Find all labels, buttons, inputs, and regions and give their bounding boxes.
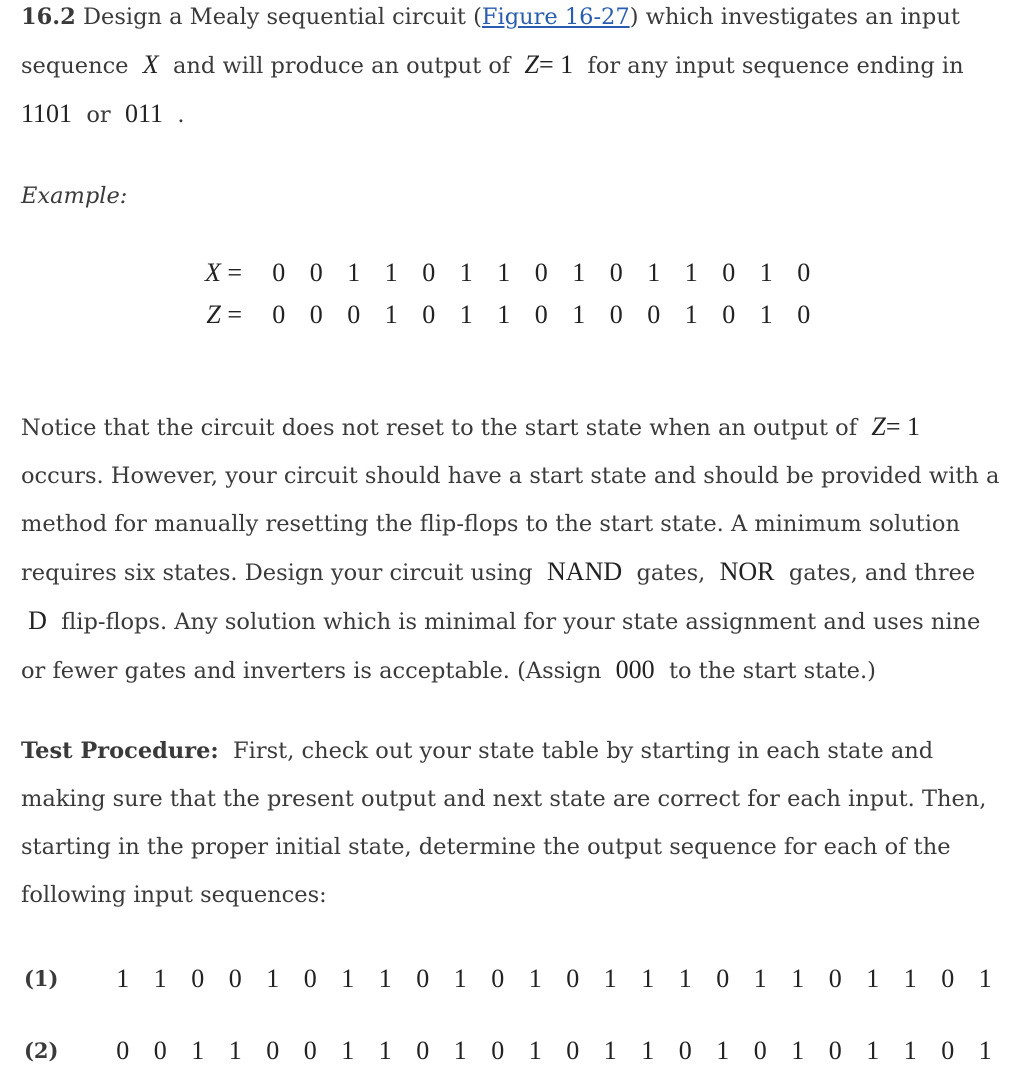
x-row [180, 252, 823, 294]
x-bit: 0 [609, 258, 623, 287]
z-bit: 1 [759, 300, 773, 329]
pattern-011: 011 [124, 99, 164, 128]
notice-text: gates, and three [788, 560, 976, 586]
sequence-bit: 1 [453, 964, 467, 993]
d-term: D [28, 606, 47, 635]
x-bit: 0 [422, 258, 436, 287]
z-bit: 0 [422, 300, 436, 329]
sequence-bit: 1 [716, 1036, 730, 1065]
z-bit: 1 [459, 300, 473, 329]
notice-text: Notice that the circuit does not reset to the start state when an output of [21, 415, 858, 441]
test-sequence-bits [104, 955, 1004, 1003]
var-x: X [142, 50, 159, 79]
test-text: First, check out your state table by starting in each state and [233, 738, 934, 764]
or-word: or [86, 102, 111, 128]
pattern-1101: 1101 [21, 99, 73, 128]
sequence-bit: 0 [828, 964, 842, 993]
x-bit: 0 [534, 258, 548, 287]
sequence-bit: 1 [116, 964, 130, 993]
x-bit: 1 [647, 258, 661, 287]
x-bit: 1 [384, 258, 398, 287]
var-z: Z [871, 412, 886, 441]
notice-text: or fewer gates and inverters is acceptable. (Assign [21, 658, 602, 684]
notice-text: gates, [636, 560, 706, 586]
x-bit: 1 [759, 258, 773, 287]
sequence-bit: 0 [303, 964, 317, 993]
sequence-bit: 0 [266, 1036, 280, 1065]
test-procedure-section [21, 727, 1011, 919]
sequence-bit: 1 [903, 1036, 917, 1065]
x-bit: 0 [797, 258, 811, 287]
example-sequence-table [180, 252, 823, 336]
sequence-bit: 1 [528, 964, 542, 993]
test-sequence-2 [24, 1027, 1004, 1075]
sequence-bit: 1 [866, 964, 880, 993]
z-bit: 0 [347, 300, 361, 329]
sequence-bit: 1 [753, 964, 767, 993]
sequence-bit: 0 [941, 964, 955, 993]
sequence-bit: 1 [378, 1036, 392, 1065]
z-bit: 0 [797, 300, 811, 329]
problem-number: 16.2 [21, 4, 76, 30]
start-state-value: 000 [615, 655, 655, 684]
sequence-bit: 1 [791, 964, 805, 993]
sequence-bit: 1 [978, 1036, 992, 1065]
notice-text: occurs. However, your circuit should have a start state and should be provided with a [21, 463, 1000, 489]
notice-text: flip-flops. Any solution which is minimal for your state assignment and uses nine [61, 609, 981, 635]
example-label: Example: [21, 183, 128, 209]
sequence-bit: 1 [228, 1036, 242, 1065]
problem-statement [21, 0, 1011, 139]
sequence-bit: 1 [866, 1036, 880, 1065]
sequence-bit: 0 [566, 1036, 580, 1065]
test-sequence-label: (2) [24, 1038, 59, 1063]
equals-one: = 1 [539, 50, 574, 79]
z-bit: 1 [684, 300, 698, 329]
z-row-label: Z = [206, 300, 242, 329]
sequence-bit: 0 [753, 1036, 767, 1065]
test-paragraph [21, 727, 1011, 919]
test-text: making sure that the present output and next state are correct for each input. Then, [21, 786, 987, 812]
notice-text: requires six states. Design your circuit using [21, 560, 533, 586]
z-bit: 1 [572, 300, 586, 329]
z-bit: 0 [609, 300, 623, 329]
x-bit: 0 [722, 258, 736, 287]
sequence-bit: 1 [903, 964, 917, 993]
sequence-bit: 1 [341, 964, 355, 993]
x-bit: 1 [684, 258, 698, 287]
z-bit: 0 [722, 300, 736, 329]
period: . [177, 102, 185, 128]
sequence-bit: 0 [491, 1036, 505, 1065]
sequence-bit: 1 [641, 1036, 655, 1065]
z-bit: 0 [647, 300, 661, 329]
z-row [180, 294, 823, 336]
sequence-bit: 0 [941, 1036, 955, 1065]
sequence-bit: 0 [678, 1036, 692, 1065]
sequence-bit: 1 [978, 964, 992, 993]
intro-text: ) which investigates an input [629, 4, 960, 30]
sequence-bit: 1 [266, 964, 280, 993]
sequence-bit: 0 [303, 1036, 317, 1065]
z-bit: 1 [384, 300, 398, 329]
equals-one: = 1 [885, 412, 921, 441]
sequence-bit: 0 [191, 964, 205, 993]
x-bit: 0 [309, 258, 323, 287]
z-bit: 0 [272, 300, 286, 329]
var-z: Z [524, 50, 540, 79]
x-bit: 1 [459, 258, 473, 287]
notice-section [21, 403, 1011, 695]
sequence-bit: 1 [603, 1036, 617, 1065]
sequence-bit: 1 [678, 964, 692, 993]
sequence-bit: 0 [491, 964, 505, 993]
x-bit: 0 [272, 258, 286, 287]
sequence-bit: 1 [641, 964, 655, 993]
x-row-label: X = [204, 258, 242, 287]
sequence-bit: 1 [603, 964, 617, 993]
z-bit: 1 [497, 300, 511, 329]
sequence-bit: 0 [416, 1036, 430, 1065]
test-sequence-label: (1) [24, 966, 59, 991]
x-bit: 1 [497, 258, 511, 287]
sequence-bit: 1 [191, 1036, 205, 1065]
sequence-bit: 0 [416, 964, 430, 993]
test-heading: Test Procedure: [21, 738, 219, 764]
notice-text: method for manually resetting the flip-flops to the start state. A minimum solution [21, 511, 960, 537]
sequence-bit: 1 [153, 964, 167, 993]
intro-text: for any input sequence ending in [587, 53, 964, 79]
z-bit: 0 [309, 300, 323, 329]
x-bit: 1 [347, 258, 361, 287]
sequence-bit: 1 [378, 964, 392, 993]
nand-term: NAND [547, 557, 623, 586]
sequence-bit: 1 [453, 1036, 467, 1065]
sequence-bit: 0 [566, 964, 580, 993]
sequence-bit: 0 [716, 964, 730, 993]
sequence-bit: 0 [153, 1036, 167, 1065]
sequence-bit: 1 [341, 1036, 355, 1065]
test-text: starting in the proper initial state, determine the output sequence for each of the [21, 834, 951, 860]
figure-link[interactable]: Figure 16-27 [481, 4, 630, 30]
intro-text: Design a Mealy sequential circuit ( [82, 4, 482, 30]
notice-text: to the start state.) [668, 658, 876, 684]
nor-term: NOR [719, 557, 775, 586]
sequence-bit: 0 [828, 1036, 842, 1065]
sequence-bit: 0 [116, 1036, 130, 1065]
z-bit: 0 [534, 300, 548, 329]
sequence-bit: 1 [791, 1036, 805, 1065]
notice-paragraph [21, 403, 1011, 695]
sequence-bit: 1 [528, 1036, 542, 1065]
test-sequence-1 [24, 955, 1004, 1003]
test-sequence-bits [104, 1027, 1004, 1075]
intro-text: and will produce an output of [173, 53, 511, 79]
x-bit: 1 [572, 258, 586, 287]
intro-text: sequence [21, 53, 129, 79]
test-text: following input sequences: [21, 882, 327, 908]
sequence-bit: 0 [228, 964, 242, 993]
